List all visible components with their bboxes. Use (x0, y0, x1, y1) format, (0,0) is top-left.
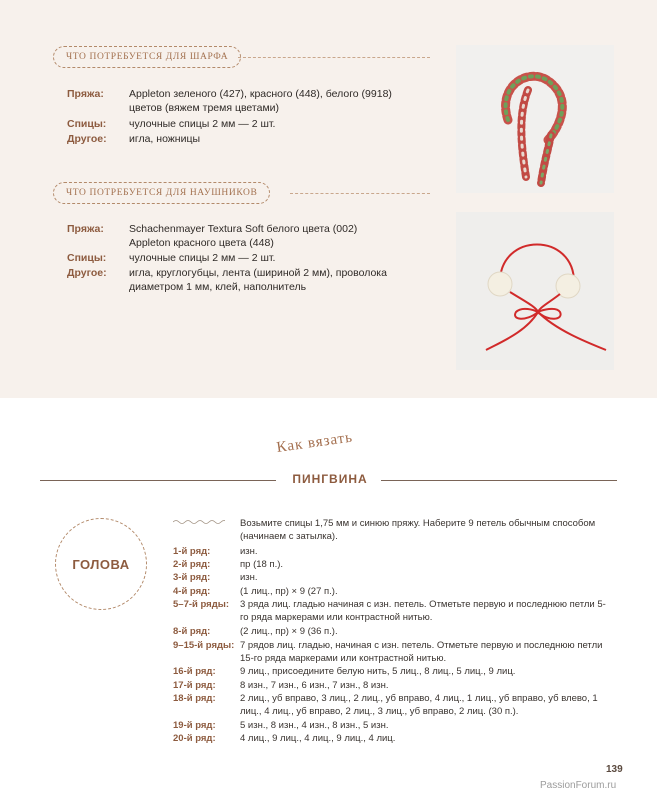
scarf-other-value: игла, ножницы (129, 133, 201, 145)
scarf-materials-heading (53, 46, 241, 68)
earmuffs-other-line-1: игла, круглогубцы, лента (шириной 2 мм), проволока (129, 267, 387, 279)
pattern-row-label: 8-й ряд: (173, 626, 211, 637)
earmuffs-materials-heading (53, 182, 270, 204)
scarf-yarn-label: Пряжа: (67, 88, 104, 100)
pattern-row-label: 3-й ряд: (173, 572, 211, 583)
pattern-row-label: 9–15-й ряды: (173, 640, 235, 651)
howto-left-rule (40, 480, 276, 481)
earmuffs-yarn-label: Пряжа: (67, 223, 104, 235)
pattern-row-text: изн. (240, 572, 258, 583)
earmuffs-heading-text: ЧТО ПОТРЕБУЕТСЯ ДЛЯ НАУШНИКОВ (66, 188, 258, 198)
page-number: 139 (606, 764, 623, 775)
pattern-row-text: 2 лиц., уб вправо, 3 лиц., 2 лиц., уб вправо, 4 лиц., 1 лиц., уб вправо, уб влево, 1 лиц., 4 лиц., уб вправо, 2 лиц., 3 лиц., уб вправо, 2 лиц. (30 п.). (240, 693, 598, 717)
earmuffs-needles-label: Спицы: (67, 252, 107, 264)
pattern-row-label: 18-й ряд: (173, 693, 216, 704)
scarf-yarn-line-1: Appleton зеленого (427), красного (448), белого (9918) (129, 88, 392, 100)
scarf-other-label: Другое: (67, 133, 107, 145)
pattern-row-label: 1-й ряд: (173, 546, 211, 557)
scarf-heading-text: ЧТО ПОТРЕБУЕТСЯ ДЛЯ ШАРФА (66, 52, 229, 62)
earmuffs-heading-rule (290, 193, 430, 194)
scarf-needles-label: Спицы: (67, 118, 107, 130)
pattern-row-label: 5–7-й ряды: (173, 599, 230, 610)
earmuffs-yarn-line-2: Appleton красного цвета (448) (129, 236, 274, 249)
earmuffs-yarn-line-1: Schachenmayer Textura Soft белого цвета (002) (129, 223, 358, 235)
howto-right-rule (381, 480, 617, 481)
pattern-row-text: 9 лиц., присоедините белую нить, 5 лиц., 8 лиц., 5 лиц., 9 лиц. (240, 666, 516, 677)
earmuffs-other-line-2: диаметром 1 мм, клей, наполнитель (129, 280, 307, 293)
pattern-row-text: 8 изн., 7 изн., 6 изн., 7 изн., 8 изн. (240, 680, 389, 691)
scarf-photo (456, 45, 614, 193)
site-watermark: PassionForum.ru (540, 780, 617, 791)
pattern-row-label: 16-й ряд: (173, 666, 216, 677)
scarf-heading-rule (238, 57, 430, 58)
pattern-row-text: 5 изн., 8 изн., 4 изн., 8 изн., 5 изн. (240, 720, 389, 731)
pattern-row-text: 3 ряда лиц. гладью начиная с изн. петель. Отметьте первую и последнюю петли 5-го ряда маркерами или контрастной нитью. (240, 599, 606, 623)
section-name: ГОЛОВА (72, 556, 130, 572)
earmuffs-photo (456, 212, 614, 370)
pattern-row-text: пр (18 п.). (240, 559, 284, 570)
howto-script-title: Как вязать (275, 429, 355, 457)
earmuffs-needles-value: чулочные спицы 2 мм — 2 шт. (129, 252, 276, 264)
scarf-needles-value: чулочные спицы 2 мм — 2 шт. (129, 118, 276, 130)
pattern-row-label: 19-й ряд: (173, 720, 216, 731)
pattern-row-text: 7 рядов лиц. гладью, начиная с изн. петель. Отметьте первую и последнюю петли 15-го ряда маркерами или контрастной нитью. (240, 640, 603, 664)
pattern-row-label: 2-й ряд: (173, 559, 211, 570)
pattern-row-label: 17-й ряд: (173, 680, 216, 691)
pattern-row-text: (1 лиц., пр) × 9 (27 п.). (240, 586, 338, 597)
scarf-yarn-line-2: цветов (вяжем тремя цветами) (129, 101, 280, 114)
pattern-row-label: 4-й ряд: (173, 586, 211, 597)
section-intro: Возьмите спицы 1,75 мм и синюю пряжу. Наберите 9 петель обычным способом (начинаем с затылка). (240, 518, 596, 542)
pattern-row-text: (2 лиц., пр) × 9 (36 п.). (240, 626, 338, 637)
pattern-row-text: изн. (240, 546, 258, 557)
section-badge (55, 518, 147, 610)
pattern-row-text: 4 лиц., 9 лиц., 4 лиц., 9 лиц., 4 лиц. (240, 733, 396, 744)
pattern-row-label: 20-й ряд: (173, 733, 216, 744)
earmuffs-other-label: Другое: (67, 267, 107, 279)
howto-main-title: ПИНГВИНА (292, 472, 368, 486)
wave-divider-icon (173, 519, 225, 525)
